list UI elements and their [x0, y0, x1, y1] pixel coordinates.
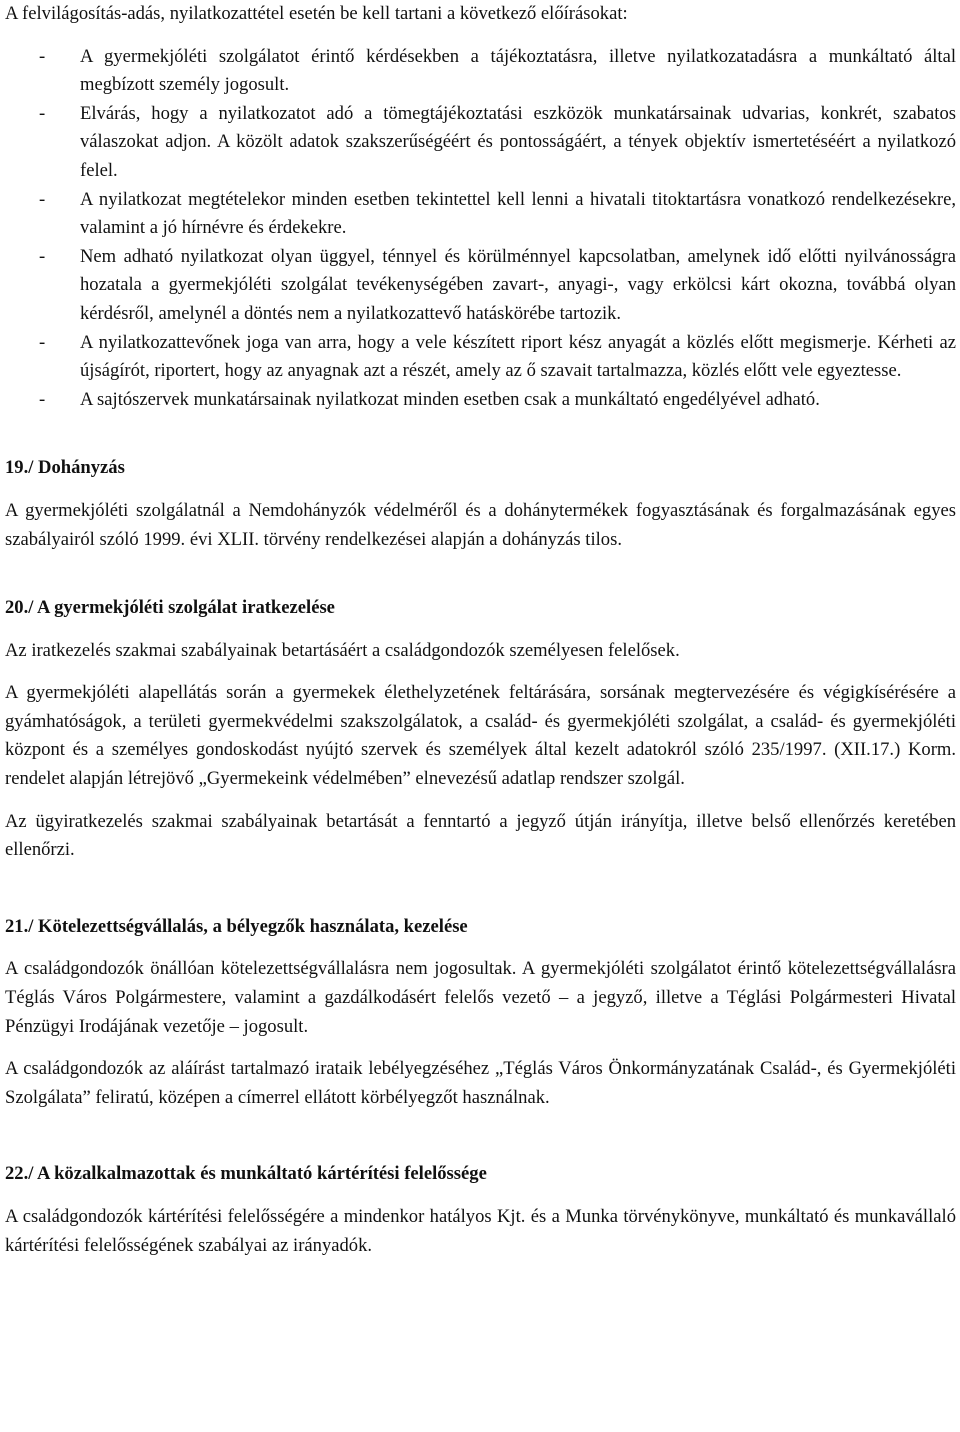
section-paragraph: Az ügyiratkezelés szakmai szabályainak betartását a fenntartó a jegyző útján irányítja, illetve belső ellenőrzés keretében ellenőrzi. [5, 810, 956, 861]
section-paragraph: A családgondozók kártérítési felelősségére a mindenkor hatályos Kjt. és a Munka törvénykönyve, munkáltató és munkavállaló kártérítési felelősségének szabályai az irányadók. [5, 1206, 956, 1256]
list-item: - A gyermekjóléti szolgálatot érintő kérdésekben a tájékoztatásra, illetve nyilatkozatadásra a munkáltató által megbízott személy jogosult. [5, 43, 956, 100]
rules-list [5, 43, 956, 415]
section-paragraph: A gyermekjóléti alapellátás során a gyermekek élethelyzetének feltárására, sorsának megtervezésére és végigkísérésére a gyámhatóságok, a területi gyermekvédelmi szakszolgálatok, a család- és gyermekjóléti szolgálat, a család- és gyermekjóléti központ és a személyes gondoskodást nyújtó szervek és személyek által kezelt adatokról szóló 235/1997. (XII.17.) Korm. rendelet alapján létrejövő „Gyermekeink védelmében” elnevezésű adatlap rendszer szolgál. [5, 682, 956, 790]
section-heading: 21./ Kötelezettségvállalás, a bélyegzők használata, kezelése [5, 915, 468, 937]
list-item: - Nem adható nyilatkozat olyan üggyel, ténnyel és körülménnyel kapcsolatban, amelynek idő előtti nyilvánosságra hozatala a gyermekjóléti szolgálat tevékenységében zavart-, anyagi-, vagy erkölcsi kárt okozna, továbbá olyan kérdésről, amelynél a döntés nem a nyilatkozattevő hatáskörébe tartozik. [5, 243, 956, 329]
list-item: - Elvárás, hogy a nyilatkozatot adó a tömegtájékoztatási eszközök munkatársainak udvarias, konkrét, szabatos válaszokat adjon. A közölt adatok szakszerűségéért és pontosságáért, a tények objektív ismertetéséért a nyilatkozó felel. [5, 100, 956, 186]
section-19-smoking [5, 454, 956, 554]
list-item: - A sajtószervek munkatársainak nyilatkozat minden esetben csak a munkáltató engedélyével adható. [5, 386, 956, 415]
section-22-liability [5, 1160, 956, 1260]
section-21-commitments [5, 913, 956, 1113]
section-paragraph: A családgondozók az aláírást tartalmazó irataik lebélyegzéséhez „Téglás Város Önkormányzatának Család-, és Gyermekjóléti Szolgálata” feliratú, középen a címerrel ellátott körbélyegzőt használnak. [5, 1058, 956, 1108]
section-paragraph: A családgondozók önállóan kötelezettségvállalásra nem jogosultak. A gyermekjóléti szolgálatot érintő kötelezettségvállalásra Téglás Város Polgármestere, valamint a gazdálkodásért felelős vezető – a jegyző, illetve a Téglási Polgármesteri Hivatal Pénzügyi Irodájának vezetője – jogosult. [5, 958, 956, 1037]
list-item: - A nyilatkozat megtételekor minden esetben tekintettel kell lenni a hivatali titoktartásra vonatkozó rendelkezésekre, valamint a jó hírnévre és érdekekre. [5, 186, 956, 243]
section-heading: 19./ Dohányzás [5, 457, 125, 479]
section-paragraph: A gyermekjóléti szolgálatnál a Nemdohányzók védelméről és a dohánytermékek fogyasztásának és forgalmazásának egyes szabályairól szóló 1999. évi XLII. törvény rendelkezései alapján a dohányzás tilos. [5, 499, 956, 550]
section-20-records [5, 594, 956, 865]
intro-paragraph: A felvilágosítás-adás, nyilatkozattétel esetén be kell tartani a következő előírásokat: [5, 3, 628, 24]
section-heading: 20./ A gyermekjóléti szolgálat iratkezelése [5, 597, 335, 619]
section-paragraph: Az iratkezelés szakmai szabályainak betartásáért a családgondozók személyesen felelősek. [5, 639, 680, 661]
list-item: - A nyilatkozattevőnek joga van arra, hogy a vele készített riport kész anyagát a közlés előtt megismerje. Kérheti az újságírót, riportert, hogy az anyagnak azt a részét, amely az ő szavait tartalmazza, közlés előtt vele egyeztesse. [5, 329, 956, 386]
section-heading: 22./ A közalkalmazottak és munkáltató kártérítési felelőssége [5, 1163, 487, 1185]
